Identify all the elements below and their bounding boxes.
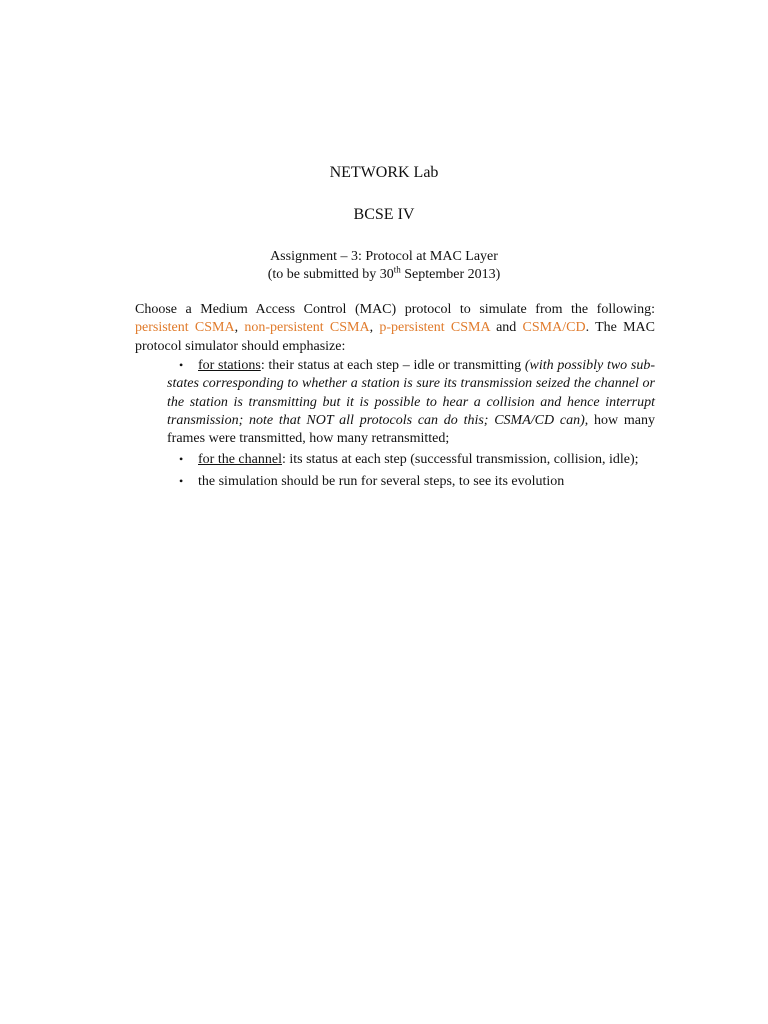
protocol-persistent-csma: persistent CSMA	[135, 320, 235, 336]
simulation-text: the simulation should be run for several steps, to see its evolution	[198, 473, 565, 489]
stations-note: (with possibly two sub-states corresponding to whether a station is sure its transmission seized the channel or the station is transmitting but it is possible to hear a collision and hence interrupt transmission; note that NOT all protocols can do this; CSMA/CD can)	[167, 358, 655, 428]
intro-separator-2: ,	[369, 320, 380, 336]
intro-separator-and: and	[489, 320, 523, 336]
bullet-icon: •	[179, 358, 184, 372]
bullet-icon: •	[179, 452, 184, 467]
stations-heading: for stations	[198, 358, 261, 373]
channel-heading: for the channel	[198, 452, 282, 468]
list-item-stations	[167, 356, 655, 448]
list-item-simulation	[167, 472, 655, 491]
stations-text: : their status at each step – idle or transmitting	[260, 358, 525, 373]
protocol-non-persistent-csma: non-persistent CSMA	[244, 320, 370, 336]
assignment-title: Assignment – 3: Protocol at MAC Layer	[270, 249, 498, 264]
intro-separator-1: ,	[234, 320, 245, 336]
submission-deadline	[0, 266, 768, 284]
requirements-list	[167, 356, 655, 493]
page-title: NETWORK Lab	[329, 164, 439, 181]
channel-text: : its status at each step (successful transmission, collision, idle);	[281, 452, 639, 468]
intro-paragraph	[135, 301, 655, 356]
stations-text-end: , how many frames were transmitted, how many retransmitted;	[167, 412, 655, 447]
submission-suffix: September 2013)	[400, 267, 501, 282]
submission-prefix: (to be submitted by 30	[267, 267, 394, 282]
protocol-csma-cd: CSMA/CD	[522, 320, 586, 336]
assignment-heading	[0, 248, 768, 284]
page-subtitle: BCSE IV	[353, 206, 415, 223]
bullet-icon: •	[179, 473, 184, 488]
submission-ordinal: th	[393, 264, 401, 275]
intro-lead: Choose a Medium Access Control (MAC) protocol to simulate from the following:	[135, 302, 655, 317]
protocol-p-persistent-csma: p-persistent CSMA	[379, 320, 490, 336]
intro-tail: . The MAC protocol simulator should emphasize:	[135, 320, 655, 354]
list-item-channel	[167, 450, 655, 469]
